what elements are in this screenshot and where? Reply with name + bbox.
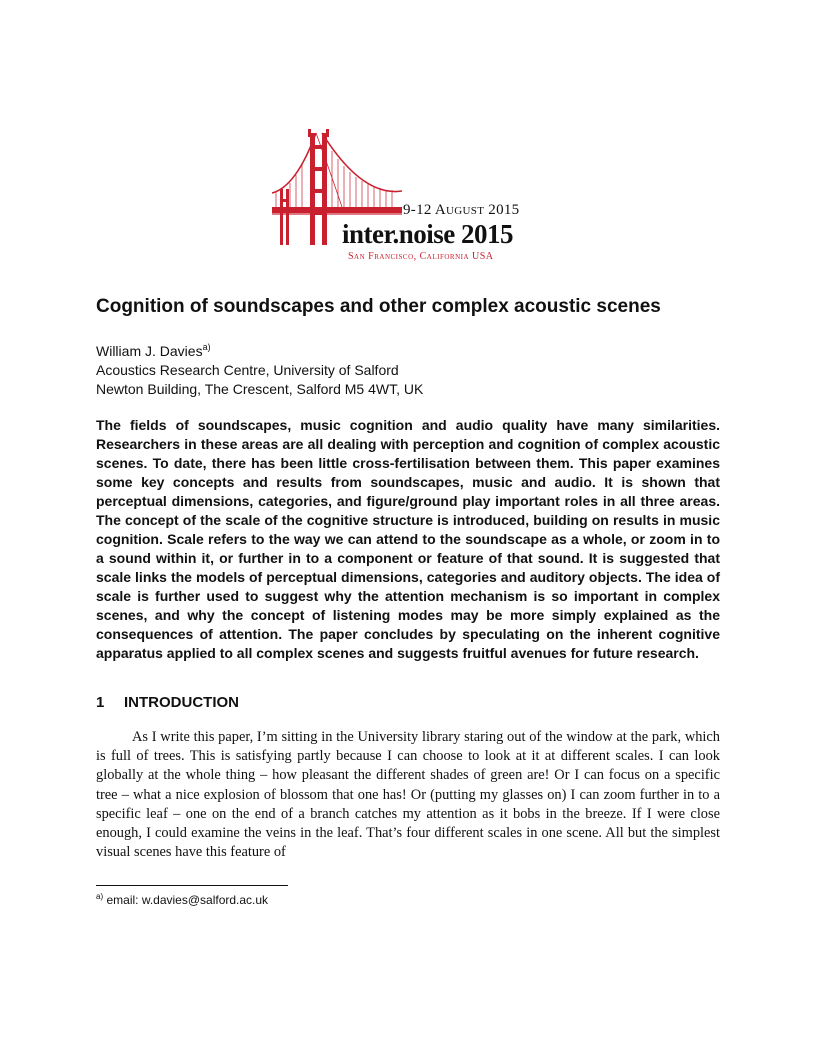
author-line bbox=[96, 342, 423, 361]
section-number: 1 bbox=[96, 694, 105, 711]
footnote-mark: a) bbox=[96, 892, 104, 901]
address: Newton Building, The Crescent, Salford M5 4WT, UK bbox=[96, 381, 424, 397]
affiliation-mark: a) bbox=[202, 342, 211, 352]
author-name: William J. Davies bbox=[96, 343, 203, 359]
conference-name: inter.noise 2015 bbox=[342, 219, 514, 249]
section-heading bbox=[96, 694, 239, 711]
footnote-rule bbox=[96, 885, 288, 886]
conference-date: 9-12 August 2015 bbox=[403, 202, 520, 218]
conference-logo bbox=[272, 127, 552, 269]
intro-paragraph: As I write this paper, I’m sitting in the University library staring out of the window at the park, which is full of trees. This is satisfying partly because I can choose to look at it at different scales. I can look globally at the whole thing – how pleasant the different shades of green are! Or I can focus on a specific tree – what a nice explosion of blossom that one has! Or (putting my glasses on) I can zoom further in to a specific leaf – one on the end of a branch catches my attention as it bobs in the breeze. If I were close enough, I could examine the veins in the leaf. That’s four different scales in one scene. All but the simplest visual scenes have this feature of bbox=[96, 729, 720, 861]
footnote-email: email: w.davies@salford.ac.uk bbox=[106, 893, 269, 907]
conference-location: San Francisco, California USA bbox=[348, 251, 494, 262]
paper-title: Cognition of soundscapes and other complex acoustic scenes bbox=[96, 296, 661, 317]
section-title: INTRODUCTION bbox=[124, 694, 239, 711]
author-block bbox=[96, 342, 423, 399]
abstract: The fields of soundscapes, music cognition and audio quality have many similarities. Researchers in these areas are all dealing with perception and cognition of complex acoustic scenes. To date, there has been little cross-fertilisation between them. This paper examines some key concepts and results from soundscapes, music and audio. It is shown that perceptual dimensions, categories, and figure/ground play important roles in all three areas. The concept of the scale of the cognitive structure is introduced, building on results in music cognition. Scale refers to the way we can attend to the soundscape as a whole, or zoom in to a sound within it, or further in to a component or feature of that sound. It is suggested that scale links the models of perceptual dimensions, categories and auditory objects. The idea of scale is further used to suggest why the attention mechanism is so important in complex scenes, and why the concept of listening modes may be more simply explained as the consequences of attention. The paper concludes by speculating on the inherent cognitive apparatus applied to all complex scenes and suggests fruitful avenues for future research. bbox=[96, 417, 720, 661]
footnote bbox=[96, 893, 268, 907]
affiliation: Acoustics Research Centre, University of Salford bbox=[96, 362, 399, 378]
